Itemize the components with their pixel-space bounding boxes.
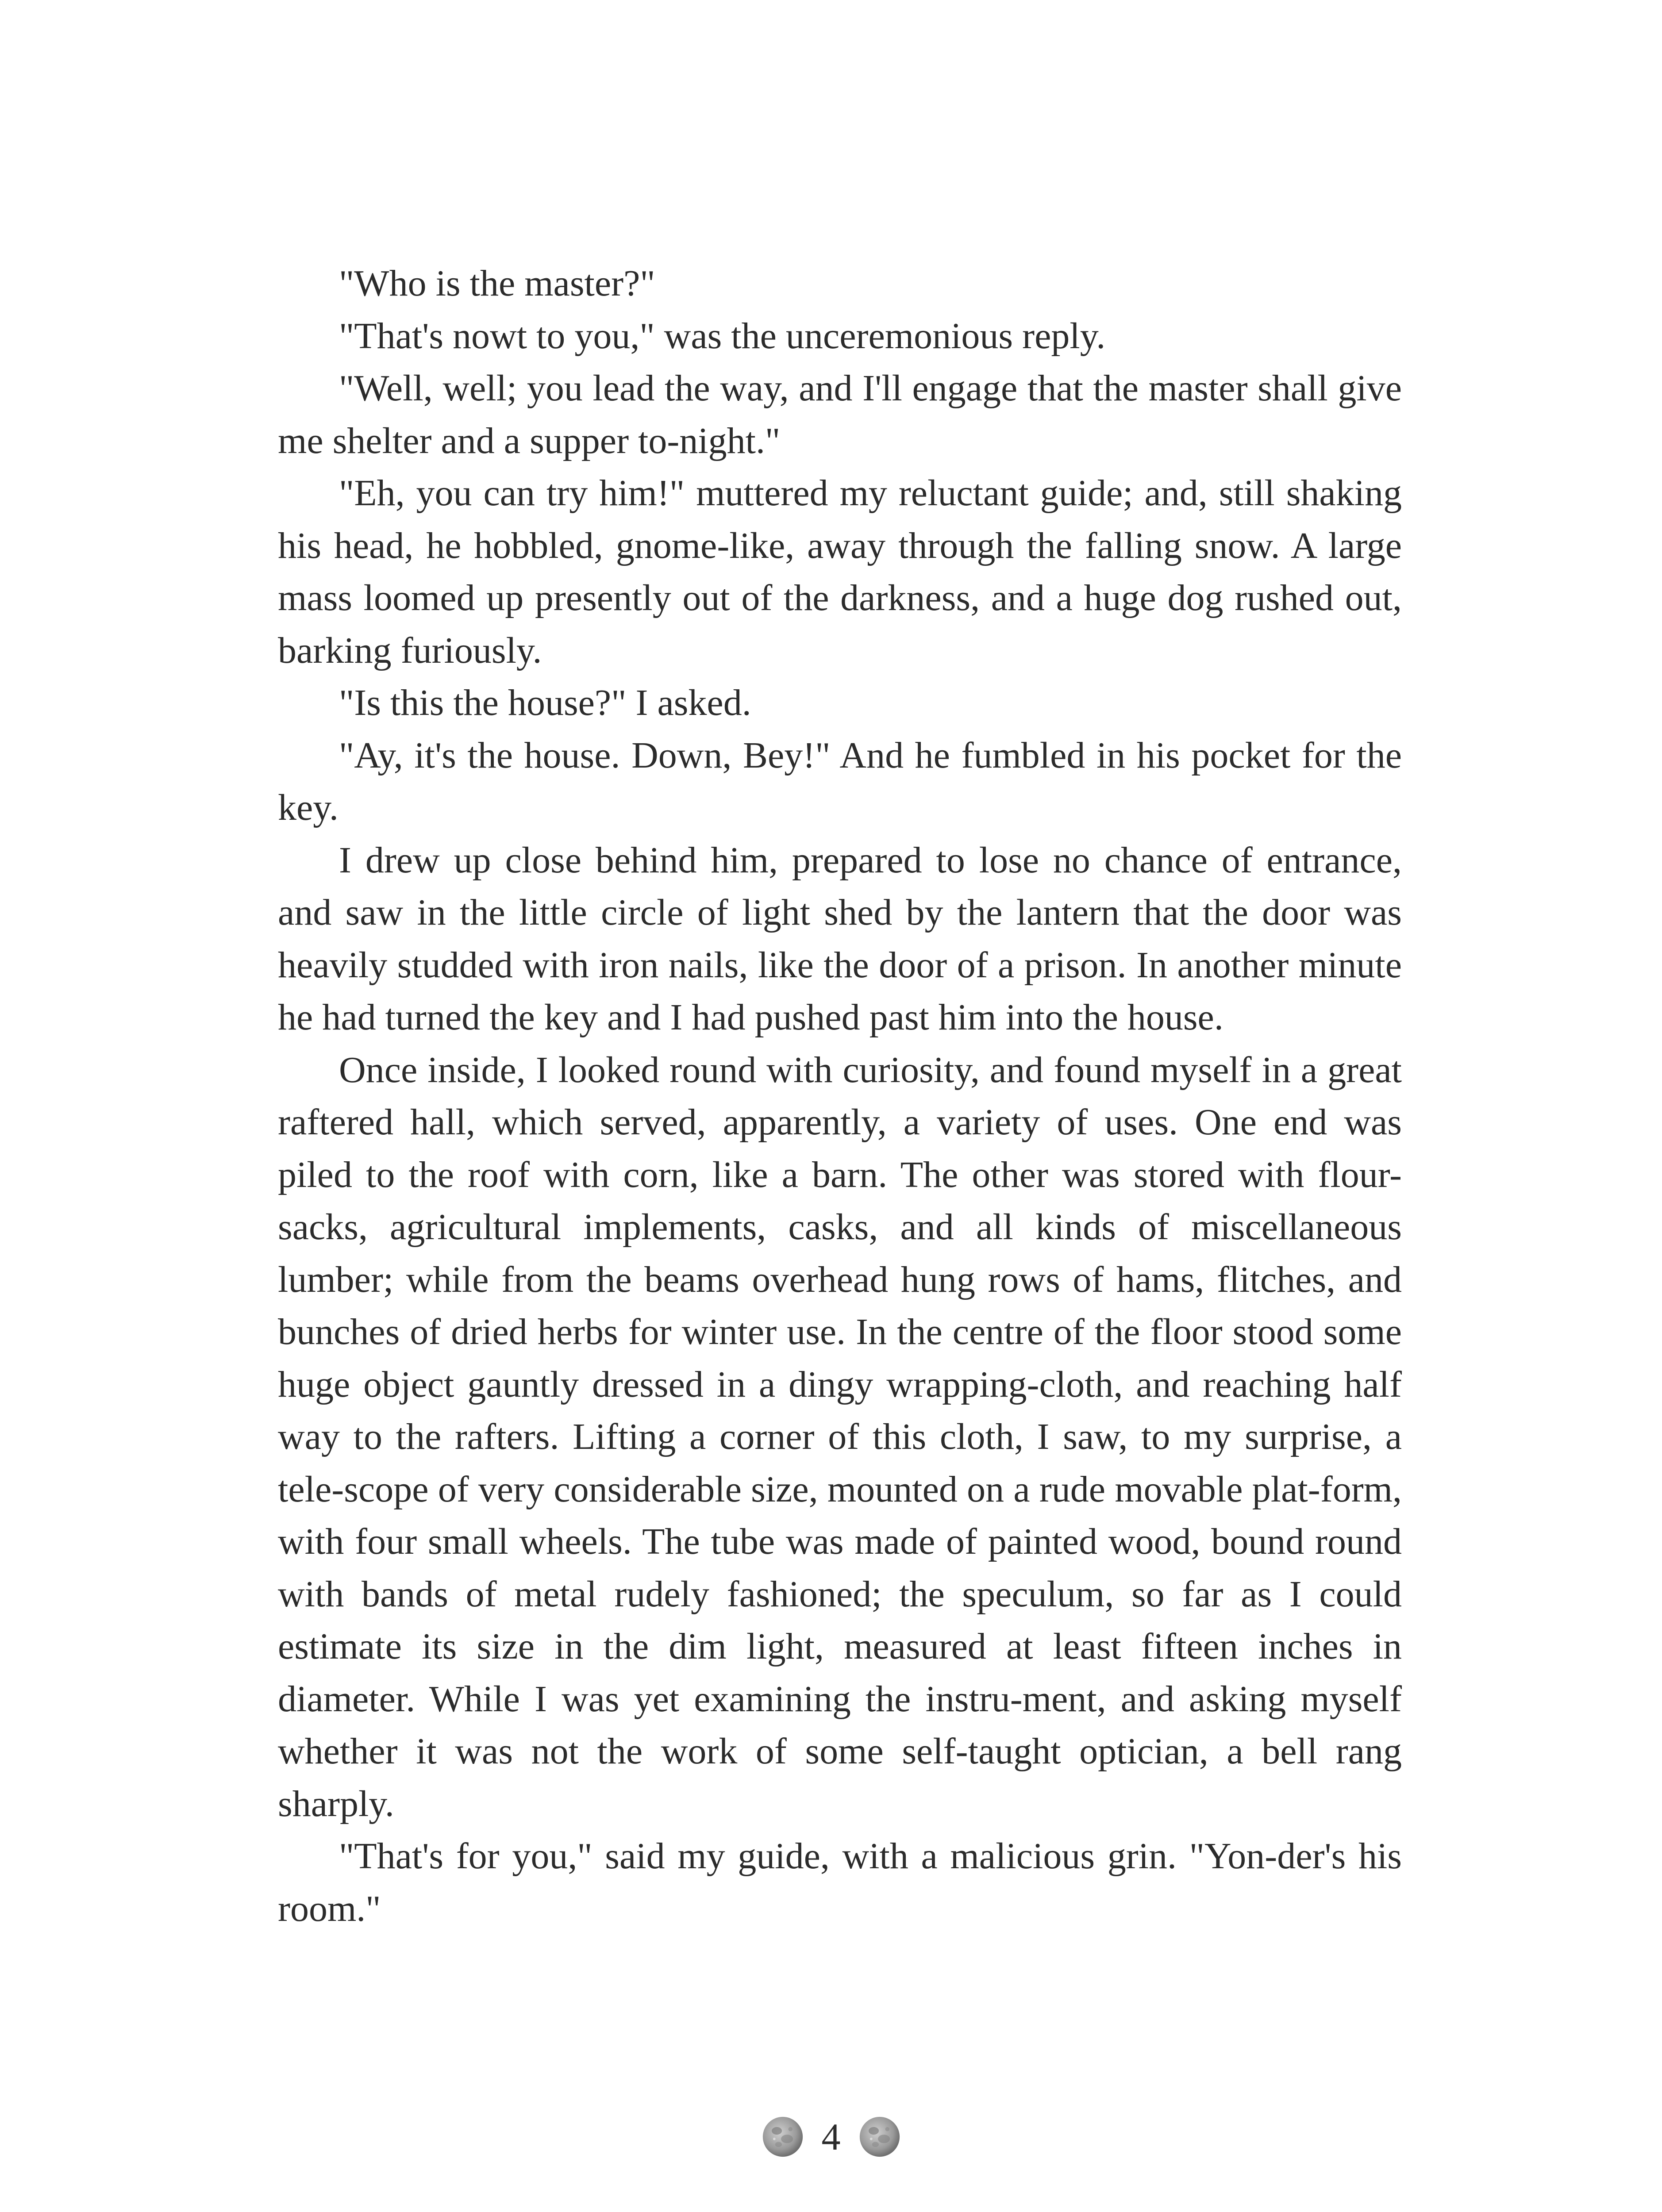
paragraph: "Well, well; you lead the way, and I'll engage that the master shall give me shelter and a supper to-night." [278,368,1402,461]
page-footer [0,2108,1662,2166]
paragraph: Once inside, I looked round with curiosity, and found myself in a great raftered hall, which served, apparently, a variety of uses. One end was piled to the roof with corn, like a barn. The other was stored with flour-sacks, agricultural implements, casks, and all kinds of miscellaneous lumber; while from the beams overhead hung rows of hams, flitches, and bunches of dried herbs for winter use. In the centre of the floor stood some huge object gauntly dressed in a dingy wrapping-cloth, and reaching half way to the rafters. Lifting a corner of this cloth, I saw, to my surprise, a tele-scope of very considerable size, mounted on a rude movable plat-form, with four small wheels. The tube was made of painted wood, bound round with bands of metal rudely fashioned; the speculum, so far as I could estimate its size in the dim light, measured at least fifteen inches in diameter. While I was yet examining the instru-ment, and asking myself whether it was not the work of some self-taught optician, a bell rang sharply. [278,1049,1402,1824]
paragraph: "Is this the house?" I asked. [339,682,751,723]
body-text [278,257,1402,1935]
paragraph: "That's nowt to you," was the unceremonious reply. [339,315,1106,357]
paragraph: I drew up close behind him, prepared to lose no chance of entrance, and saw in the little circle of light shed by the lantern that the door was heavily studded with iron nails, like the door of a prison. In another minute he had turned the key and I had pushed past him into the house. [278,839,1402,1038]
paragraph: "Eh, you can try him!" muttered my reluctant guide; and, still shaking his head, he hobbled, gnome-like, away through the falling snow. A large mass loomed up presently out of the darkness, and a huge dog rushed out, barking furiously. [278,472,1402,671]
page-number: 4 [821,2116,841,2158]
moon-icon [762,2116,804,2158]
moon-icon [858,2116,901,2158]
paragraph: "Ay, it's the house. Down, Bey!" And he fumbled in his pocket for the key. [278,734,1402,828]
paragraph: "Who is the master?" [339,263,655,304]
paragraph: "That's for you," said my guide, with a malicious grin. "Yon-der's his room." [278,1836,1402,1929]
